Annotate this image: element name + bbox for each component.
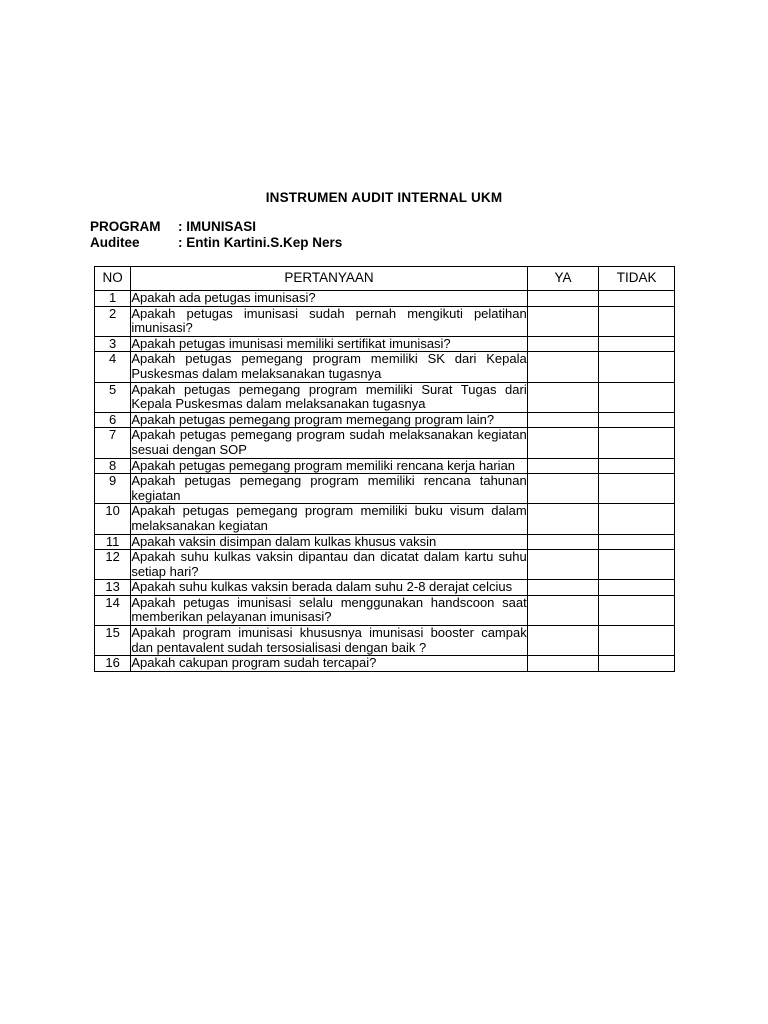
program-line xyxy=(90,219,256,235)
row-question: Apakah suhu kulkas vaksin berada dalam suhu 2-8 derajat celcius xyxy=(131,580,527,596)
row-ya-cell[interactable] xyxy=(527,306,599,336)
table-row xyxy=(95,550,675,580)
table-row xyxy=(95,412,675,428)
row-question: Apakah suhu kulkas vaksin dipantau dan dicatat dalam kartu suhu setiap hari? xyxy=(131,549,527,579)
row-number: 2 xyxy=(95,306,131,336)
table-row xyxy=(95,595,675,625)
row-question: Apakah ada petugas imunisasi? xyxy=(131,291,527,307)
row-number: 10 xyxy=(95,504,131,534)
table-row xyxy=(95,336,675,352)
row-tidak-cell[interactable] xyxy=(599,428,675,458)
row-number: 6 xyxy=(95,412,131,428)
program-value: : IMUNISASI xyxy=(178,219,257,234)
row-question: Apakah petugas pemegang program memiliki buku visum dalam melaksanakan kegiatan xyxy=(131,503,527,533)
row-ya-cell[interactable] xyxy=(527,352,599,382)
row-number: 5 xyxy=(95,382,131,412)
row-ya-cell[interactable] xyxy=(527,626,599,656)
row-tidak-cell[interactable] xyxy=(599,534,675,550)
row-number: 3 xyxy=(95,336,131,352)
row-ya-cell[interactable] xyxy=(527,428,599,458)
table-row xyxy=(95,458,675,474)
row-question: Apakah petugas imunisasi selalu menggunakan handscoon saat memberikan pelayanan imunisasi? xyxy=(131,594,527,625)
row-tidak-cell[interactable] xyxy=(599,550,675,580)
row-question: Apakah petugas imunisasi memiliki sertifikat imunisasi? xyxy=(131,336,527,352)
table-row xyxy=(95,428,675,458)
row-tidak-cell[interactable] xyxy=(599,412,675,428)
document-title: INSTRUMEN AUDIT INTERNAL UKM xyxy=(265,190,503,205)
table-row xyxy=(95,656,675,672)
row-number: 14 xyxy=(95,595,131,625)
row-question: Apakah petugas pemegang program memiliki Surat Tugas dari Kepala Puskesmas dalam melaksanakan tugasnya xyxy=(131,381,527,412)
header-tidak: TIDAK xyxy=(599,267,675,291)
row-tidak-cell[interactable] xyxy=(599,504,675,534)
row-number: 11 xyxy=(95,534,131,550)
row-number: 8 xyxy=(95,458,131,474)
header-no: NO xyxy=(95,267,131,291)
row-number: 1 xyxy=(95,291,131,307)
row-question: Apakah petugas pemegang program memiliki SK dari Kepala Puskesmas dalam melaksanakan tugasnya xyxy=(131,351,527,381)
row-ya-cell[interactable] xyxy=(527,550,599,580)
row-tidak-cell[interactable] xyxy=(599,306,675,336)
row-tidak-cell[interactable] xyxy=(599,580,675,596)
header-question: PERTANYAAN xyxy=(131,267,527,291)
row-ya-cell[interactable] xyxy=(527,656,599,672)
row-tidak-cell[interactable] xyxy=(599,382,675,412)
auditee-value: : Entin Kartini.S.Kep Ners xyxy=(178,235,343,250)
table-row xyxy=(95,306,675,336)
table-row xyxy=(95,474,675,504)
row-tidak-cell[interactable] xyxy=(599,291,675,307)
row-question: Apakah petugas pemegang program memiliki rencana kerja harian xyxy=(131,458,527,474)
row-number: 4 xyxy=(95,352,131,382)
program-label: PROGRAM xyxy=(90,219,161,234)
row-number: 7 xyxy=(95,428,131,458)
row-ya-cell[interactable] xyxy=(527,534,599,550)
row-question: Apakah petugas pemegang program memiliki rencana tahunan kegiatan xyxy=(131,473,527,503)
auditee-label: Auditee xyxy=(90,235,140,250)
row-tidak-cell[interactable] xyxy=(599,352,675,382)
row-tidak-cell[interactable] xyxy=(599,336,675,352)
row-ya-cell[interactable] xyxy=(527,382,599,412)
table-row xyxy=(95,352,675,382)
row-question: Apakah petugas imunisasi sudah pernah mengikuti pelatihan imunisasi? xyxy=(131,305,527,336)
row-ya-cell[interactable] xyxy=(527,595,599,625)
row-question: Apakah vaksin disimpan dalam kulkas khusus vaksin xyxy=(131,534,527,550)
table-row xyxy=(95,504,675,534)
row-ya-cell[interactable] xyxy=(527,458,599,474)
row-tidak-cell[interactable] xyxy=(599,626,675,656)
row-question: Apakah program imunisasi khususnya imunisasi booster campak dan pentavalent sudah tersosialisasi dengan baik ? xyxy=(131,625,527,655)
audit-table xyxy=(94,266,675,672)
table-row xyxy=(95,534,675,550)
row-ya-cell[interactable] xyxy=(527,336,599,352)
row-number: 15 xyxy=(95,626,131,656)
row-question: Apakah petugas pemegang program sudah melaksanakan kegiatan sesuai dengan SOP xyxy=(131,427,527,457)
row-number: 9 xyxy=(95,474,131,504)
table-header-row xyxy=(95,267,675,291)
table-row xyxy=(95,580,675,596)
row-ya-cell[interactable] xyxy=(527,580,599,596)
row-ya-cell[interactable] xyxy=(527,504,599,534)
row-question: Apakah petugas pemegang program memegang program lain? xyxy=(131,412,527,428)
row-number: 13 xyxy=(95,580,131,596)
row-ya-cell[interactable] xyxy=(527,291,599,307)
row-tidak-cell[interactable] xyxy=(599,474,675,504)
table-row xyxy=(95,382,675,412)
row-ya-cell[interactable] xyxy=(527,474,599,504)
row-number: 16 xyxy=(95,656,131,672)
table-row xyxy=(95,291,675,307)
table-row xyxy=(95,626,675,656)
row-tidak-cell[interactable] xyxy=(599,595,675,625)
row-ya-cell[interactable] xyxy=(527,412,599,428)
row-number: 12 xyxy=(95,550,131,580)
row-tidak-cell[interactable] xyxy=(599,656,675,672)
row-question: Apakah cakupan program sudah tercapai? xyxy=(131,656,527,672)
row-tidak-cell[interactable] xyxy=(599,458,675,474)
header-ya: YA xyxy=(527,267,599,291)
auditee-line xyxy=(90,235,342,251)
